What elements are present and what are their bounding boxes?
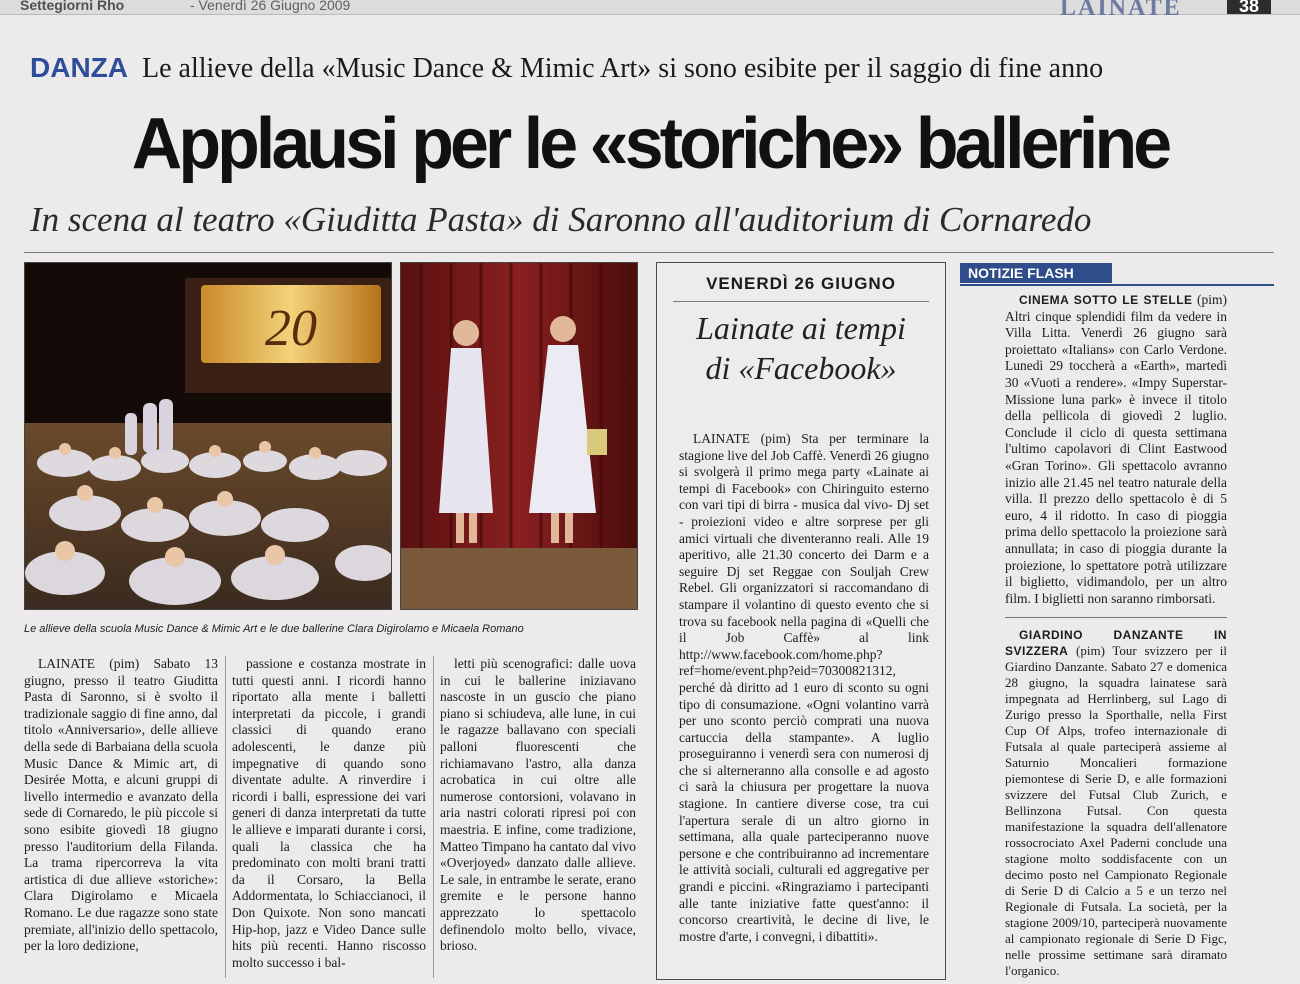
kicker-label: DANZA: [30, 52, 128, 83]
photo-caption: Le allieve della scuola Music Dance & Mimic Art e le due ballerine Clara Digirolamo e Micaela Romano: [24, 623, 524, 635]
column-2-text: passione e costanza mostrate in tutti questi anni. I ricordi hanno riportato alla mente i balletti interpretati da piccole, i grandi classici di quando erano adolescenti, le danze più impegnative di quando sono diventate adulte. A rinverdire i ricordi i balli, espressione dei vari generi di danza interpretati da tutte le allieve e imparati durante i corsi, quali la classica che ha predominato con molti brani tratti da il Corsaro, la Bella Addormentata, lo Schiaccianoci, il Don Quixote. Non sono mancati Hip-hop, jazz e Video Dance sulle hits più recenti. Hanno riscosso molto successo i bal-: [232, 656, 426, 970]
flash-item-1-title: CINEMA SOTTO LE STELLE: [1019, 293, 1193, 307]
photo-dancers-stage: [24, 262, 392, 610]
article-headline: Applausi per le «storiche» ballerine: [131, 104, 1169, 184]
flash-item-1-text: (pim) Altri cinque splendidi film da vedere in Villa Litta. Venerdì 26 giugno sarà proiettato «Italians» con Carlo Verdone. Lunedì 29 toccherà a «Earth», martedì 30 «Vuoti a rendere». «Impy Superstar-Missione luna park» è invece il titolo della pellicola di giovedì 2 luglio. Conclude il ciclo di questa settimana l'ultimo capolavori di Clint Eastwood «Gran Torino». Gli spettacolo avranno inizio alle 21.45 nel teatro naturale della villa. Il prezzo dello spettacolo è di 5 euro, 4 il ridotto. In caso di pioggia prima dello spettacolo la proiezione sarà annullata; in caso di pioggia durante la proiezione, lo spettatore potrà utilizzare il biglietto, vidimandolo, per un altro film. I biglietti non saranno rimborsati.: [1005, 292, 1228, 606]
box-title-line-1: Lainate ai tempi: [696, 310, 906, 346]
section-name: LAINATE: [1060, 0, 1182, 21]
publication-name: Settegiorni Rho: [20, 0, 125, 13]
article-column-3: [440, 656, 636, 955]
ballerinas-image: [401, 263, 637, 609]
flash-rule: [960, 284, 1274, 286]
notizie-flash-tab: NOTIZIE FLASH: [960, 263, 1112, 283]
box-kicker: VENERDÌ 26 GIUGNO: [706, 274, 896, 293]
flash-item-cinema: [1005, 292, 1227, 607]
box-text: LAINATE (pim) Sta per terminare la stagione live del Job Caffè. Venerdì 26 giugno si svolgerà il primo mega party «Lainate ai tempi di Facebook» con Chiringuito esterno con vari tipi di birra - musica dal vivo- Dj set - proiezioni video e altre sorprese per gli amici virtuali che diventeranno reali. Alle 19 aperitivo, alle 21.30 concerto dei Darm e a seguire Dj set Reggae con Souljah Crew Rebel. Gli organizzatori si raccomandano di stampare il volantino di questo evento che si trova su facebook nella pagina di «Quelli che il Job Caffè» al link http://www.facebook.com/home.php?ref=home/event.php?eid=70300821312, perché dà diritto ad 1 euro di sconto su ogni tipo di consumazione. «Ogni volantino varrà per uno sconto perciò comprati una nuova cartuccia della stampante». A luglio proseguiranno i venerdì sera con numerosi dj che si alterneranno alla consolle e ad agosto ci sarà la chiusura per progettare la nuova stagione. In cantiere diverse cose, tra cui l'apertura serale di un altro giorno in settimana, alla quale parteciperanno nuove persone e che contribuiranno ad incrementare le attività sociali, culturali ed aggregative per grandi e piccini. «Ringraziamo i partecipanti alle tante iniziative fatte quest'anno: il concorso creartività, le decine di live, le mostre d'arte, i convegni, i dibattiti».: [679, 431, 929, 944]
box-title-line-2: di «Facebook»: [705, 350, 897, 386]
issue-date: - Venerdì 26 Giugno 2009: [190, 0, 351, 13]
divider-rule: [24, 252, 1274, 253]
dancers-image: [25, 263, 391, 609]
facebook-event-box: [656, 262, 946, 980]
column-divider: [225, 656, 226, 978]
banner-number: 20: [265, 300, 317, 357]
box-title: [657, 308, 945, 388]
article-kicker: [30, 50, 1103, 87]
flash-item-2-text: (pim) Tour svizzero per il Giardino Danzante. Sabato 27 e domenica 28 giugno, la squadra lainatese sarà impegnata ad Herrlinberg, sul Lago di Zurigo presso la Sporthalle, nella First Cup Of Alps, trofeo internazionale di Futsala al quale parteciperà assieme al Saturnio Moncalieri formazione piemontese di Serie D, e alle formazioni svizzere del Futsal Club Zurich, e Bellinzona Futsal. Con questa manifestazione la squadra dell'allenatore rossocrociato Axel Paderni conclude una stagione molto soddisfacente con un decimo posto nel Campionato Regionale di Serie D di Calcio a 5 e un terzo nel Regionale di Futsala. La società, per la stagione 2009/10, parteciperà nuovamente al campionato regionale di Serie D Figc, nelle prossime settimane sarà diramato l'organico.: [1005, 643, 1227, 978]
column-3-text: letti più scenografici: dalle uova in cui le ballerine iniziavano nascoste in un guscio che piano piano si schiudeva, alle lune, in cui le ragazze ballavano con speciali palloni fluorescenti che richiamavano l'astro, alla danza acrobatica in cui oltre alle numerose contorsioni, volavano in aria nastri colorati ripresi poi con maestria. E infine, come tradizione, Matteo Timpano ha cantato dal vivo «Overjoyed» danzato dalle allieve. Le sale, in entrambe le serate, erano gremite e le persone hanno apprezzato lo spettacolo definendolo molto bello, vivace, brioso.: [440, 656, 636, 954]
column-divider: [433, 656, 434, 978]
box-rule: [673, 301, 929, 302]
column-1-text: LAINATE (pim) Sabato 13 giugno, presso il teatro Giuditta Pasta di Saronno, si è svolto il tradizionale saggio di fine anno, dal titolo «Anniversario», delle allieve della sede di Barbaiana della scuola Music Dance & Mimic art, di Desirée Motta, e alcuni gruppi di livello intermedio e avanzato della sede di Cornaredo, le più piccole si sono esibite giovedì 18 giugno presso l'auditorium della Filanda. La trama ripercorreva la vita artistica di due allieve «storiche»: Clara Digirolamo e Micaela Romano. Le due ragazze sono state premiate, all'inizio dello spettacolo, per la loro dedizione,: [24, 656, 218, 954]
box-body: [679, 431, 929, 945]
flash-item-giardino: [1005, 627, 1227, 979]
page-number: 38: [1227, 0, 1271, 14]
flash-item-2-title: GIARDINO DANZANTE IN SVIZZERA: [1005, 628, 1227, 658]
article-column-2: [232, 656, 426, 971]
flash-divider: [1005, 617, 1227, 618]
article-subhead: In scena al teatro «Giuditta Pasta» di Saronno all'auditorium di Cornaredo: [30, 200, 1092, 239]
kicker-text: Le allieve della «Music Dance & Mimic Art» si sono esibite per il saggio di fine anno: [142, 53, 1104, 84]
photo-two-ballerinas: [400, 262, 638, 610]
article-column-1: [24, 656, 218, 955]
